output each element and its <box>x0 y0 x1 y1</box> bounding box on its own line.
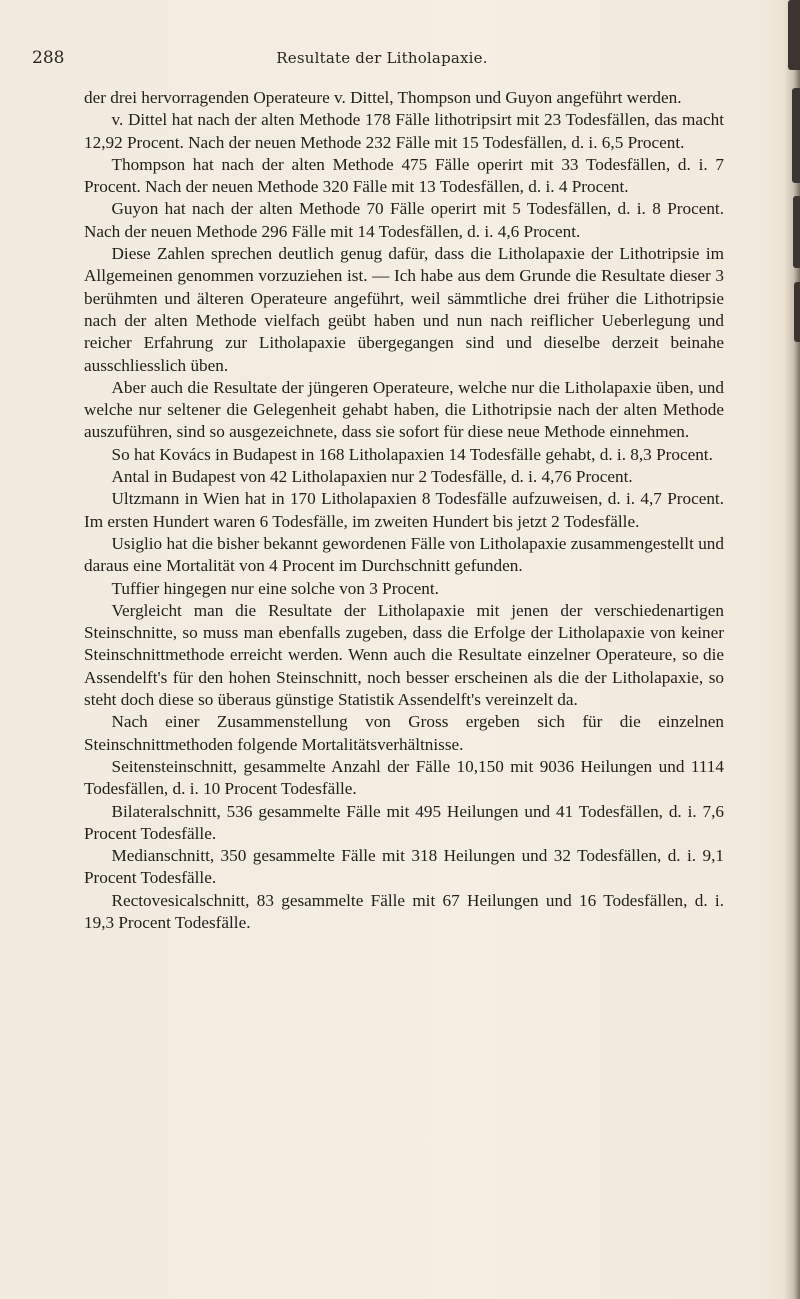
paragraph: der drei hervorragenden Operateure v. Dittel, Thompson und Guyon angeführt werden. <box>84 88 682 107</box>
paragraph: Guyon hat nach der alten Methode 70 Fälle operirt mit 5 Todesfällen, d. i. 8 Procent. Nach der neuen Methode 296 Fälle mit 14 Todesfällen, d. i. 4,6 Procent. <box>84 199 724 241</box>
running-title: Resultate der Litholapaxie. <box>276 49 488 67</box>
page-edge-mark <box>794 282 800 342</box>
paragraph: Usiglio hat die bisher bekannt gewordenen Fälle von Litholapaxie zusammengestellt und daraus eine Mortalität von 4 Procent im Durchschnitt gefunden. <box>84 533 724 576</box>
paragraph: Antal in Budapest von 42 Litholapaxien nur 2 Todesfälle, d. i. 4,76 Procent. <box>111 467 633 487</box>
statistics-item: Bilateralschnitt, 536 gesammelte Fälle mit 495 Heilungen und 41 Todesfällen, d. i. 7,6 Procent Todesfälle. <box>84 801 724 843</box>
paragraph: So hat Kovács in Budapest in 168 Litholapaxien 14 Todesfälle gehabt, d. i. 8,3 Procent. <box>111 444 713 464</box>
page-edge-mark <box>793 196 800 268</box>
page-edge-mark <box>788 0 800 70</box>
paragraph: Thompson hat nach der alten Methode 475 Fälle operirt mit 33 Todesfällen, d. i. 7 Procent. Nach der neuen Methode 320 Fälle mit 13 Todesfällen, d. i. 4 Procent. <box>84 154 724 197</box>
page-edge-shadow <box>784 0 800 1299</box>
paragraph: Aber auch die Resultate der jüngeren Operateure, welche nur die Litholapaxie üben, und welche nur seltener die Gelegenheit gehabt haben, die Lithotripsie nach der alten Methode auszuführen, sind so ausgezeichnete, dass sie sofort für diese neue Methode einnehmen. <box>84 377 724 442</box>
statistics-item: Medianschnitt, 350 gesammelte Fälle mit 318 Heilungen und 32 Todesfällen, d. i. 9,1 Procent Todesfälle. <box>84 846 724 888</box>
paragraph: Tuffier hingegen nur eine solche von 3 Procent. <box>111 578 439 598</box>
statistics-item: Rectovesicalschnitt, 83 gesammelte Fälle mit 67 Heilungen und 16 Todesfällen, d. i. 19,3 Procent Todesfälle. <box>84 890 724 932</box>
paragraph: Diese Zahlen sprechen deutlich genug dafür, dass die Litholapaxie der Lithotripsie im Allgemeinen genommen vorzuziehen ist. — Ich habe aus dem Grunde die Resultate dieser 3 berühmten und älteren Operateure angeführt, weil sämmtliche drei früher die Lithotripsie nach der alten Methode vielfach geübt haben und nun nach reiflicher Ueberlegung und reicher Erfahrung zur Litholapaxie übergegangen sind und dieselbe derzeit beinahe ausschliesslich üben. <box>84 244 724 375</box>
paragraph: Ultzmann in Wien hat in 170 Litholapaxien 8 Todesfälle aufzuweisen, d. i. 4,7 Procent. Im ersten Hundert waren 6 Todesfälle, im zweiten Hundert bis jetzt 2 Todesfälle. <box>84 489 724 531</box>
page-header <box>32 48 732 72</box>
paragraph: v. Dittel hat nach der alten Methode 178 Fälle lithotripsirt mit 23 Todesfällen, das macht 12,92 Procent. Nach der neuen Methode 232 Fälle mit 15 Todesfällen, d. i. 6,5 Procent. <box>84 110 724 152</box>
statistics-item: Seitensteinschnitt, gesammelte Anzahl der Fälle 10,150 mit 9036 Heilungen und 1114 Todesfällen, d. i. 10 Procent Todesfälle. <box>84 756 724 799</box>
page-edge-mark <box>792 88 800 183</box>
paragraph: Vergleicht man die Resultate der Litholapaxie mit jenen der verschiedenartigen Steinschnitte, so muss man ebenfalls zugeben, dass die Erfolge der Litholapaxie von keiner Steinschnittmethode erreicht werden. Wenn auch die Resultate einzelner Operateure, so die Assendelft's für den hohen Steinschnitt, noch besser erscheinen als die der Litholapaxie, so steht doch diese so überaus günstige Statistik Assendelft's vereinzelt da. <box>84 600 724 710</box>
page-number: 288 <box>32 48 65 68</box>
paragraph: Nach einer Zusammenstellung von Gross ergeben sich für die einzelnen Steinschnittmethoden folgende Mortalitätsverhältnisse. <box>84 712 724 754</box>
body-text <box>84 87 724 934</box>
